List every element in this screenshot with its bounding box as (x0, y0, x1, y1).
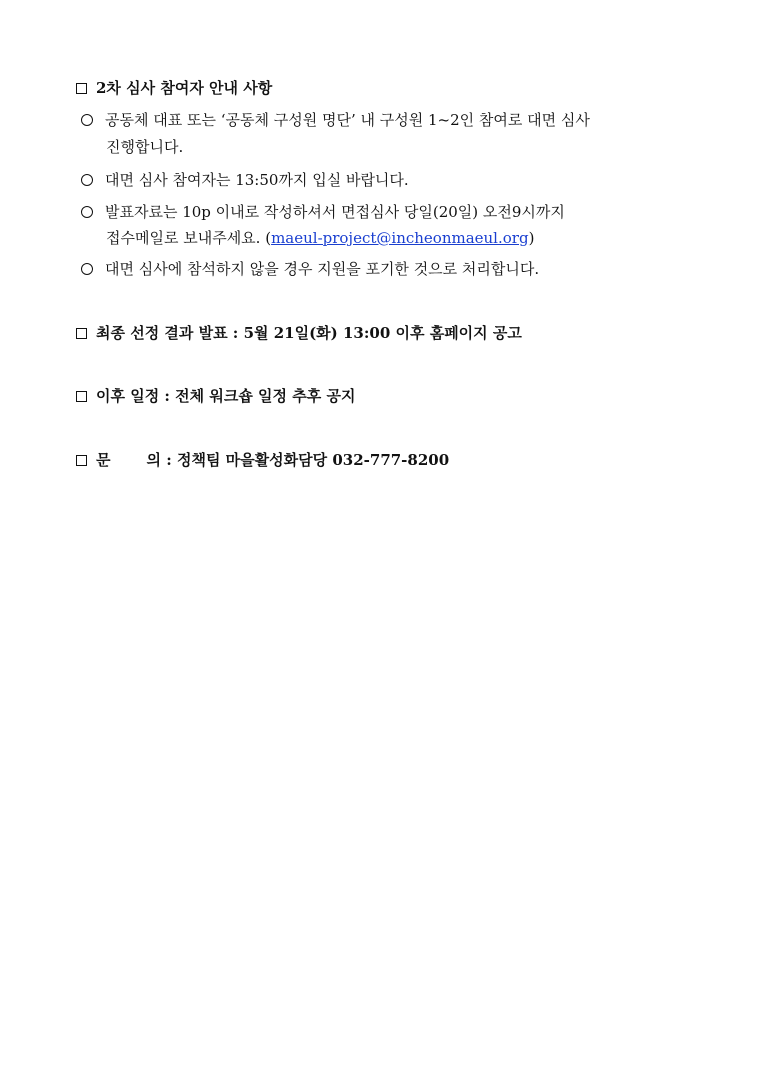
review-bullet-3-text-cont: 접수메일로 보내주세요. ( (106, 229, 272, 247)
review-heading (76, 78, 272, 98)
review-bullet-3-text: 발표자료는 10p 이내로 작성하셔서 면접심사 당일(20일) 오전9시까지 (105, 203, 565, 221)
square-bullet-icon (76, 391, 87, 402)
review-bullet-4 (81, 259, 539, 279)
circle-bullet-icon (81, 114, 93, 126)
square-bullet-icon (76, 328, 87, 339)
review-bullet-2-text: 대면 심사 참여자는 13:50까지 입실 바랍니다. (105, 171, 409, 189)
review-bullet-3-close-paren: ) (528, 229, 535, 247)
contact-label-b: 의 (146, 451, 161, 469)
schedule-heading-text: 이후 일정 : 전체 워크숍 일정 추후 공지 (96, 387, 356, 405)
review-heading-text: 2차 심사 참여자 안내 사항 (96, 79, 273, 97)
review-bullet-2 (81, 170, 409, 190)
result-heading (76, 323, 522, 343)
email-link[interactable]: maeul-project@incheonmaeul.org (271, 229, 529, 247)
result-heading-text: 최종 선정 결과 발표 : 5월 21일(화) 13:00 이후 홈페이지 공고 (96, 324, 522, 342)
schedule-heading (76, 386, 355, 406)
review-bullet-3-cont (106, 228, 534, 248)
review-bullet-4-text: 대면 심사에 참석하지 않을 경우 지원을 포기한 것으로 처리합니다. (105, 260, 540, 278)
circle-bullet-icon (81, 263, 93, 275)
contact-label-a: 문 (96, 451, 111, 469)
circle-bullet-icon (81, 206, 93, 218)
circle-bullet-icon (81, 174, 93, 186)
review-bullet-1-text: 공동체 대표 또는 ‘공동체 구성원 명단’ 내 구성원 1~2인 참여로 대면 심사 (105, 111, 590, 129)
review-bullet-1-cont (106, 137, 183, 157)
contact-heading (76, 450, 449, 470)
square-bullet-icon (76, 455, 87, 466)
review-bullet-1 (81, 110, 590, 130)
square-bullet-icon (76, 83, 87, 94)
review-bullet-1-text-cont: 진행합니다. (106, 138, 184, 156)
contact-text: : 정책팀 마을활성화담당 032-777-8200 (166, 451, 450, 469)
review-bullet-3 (81, 202, 565, 222)
